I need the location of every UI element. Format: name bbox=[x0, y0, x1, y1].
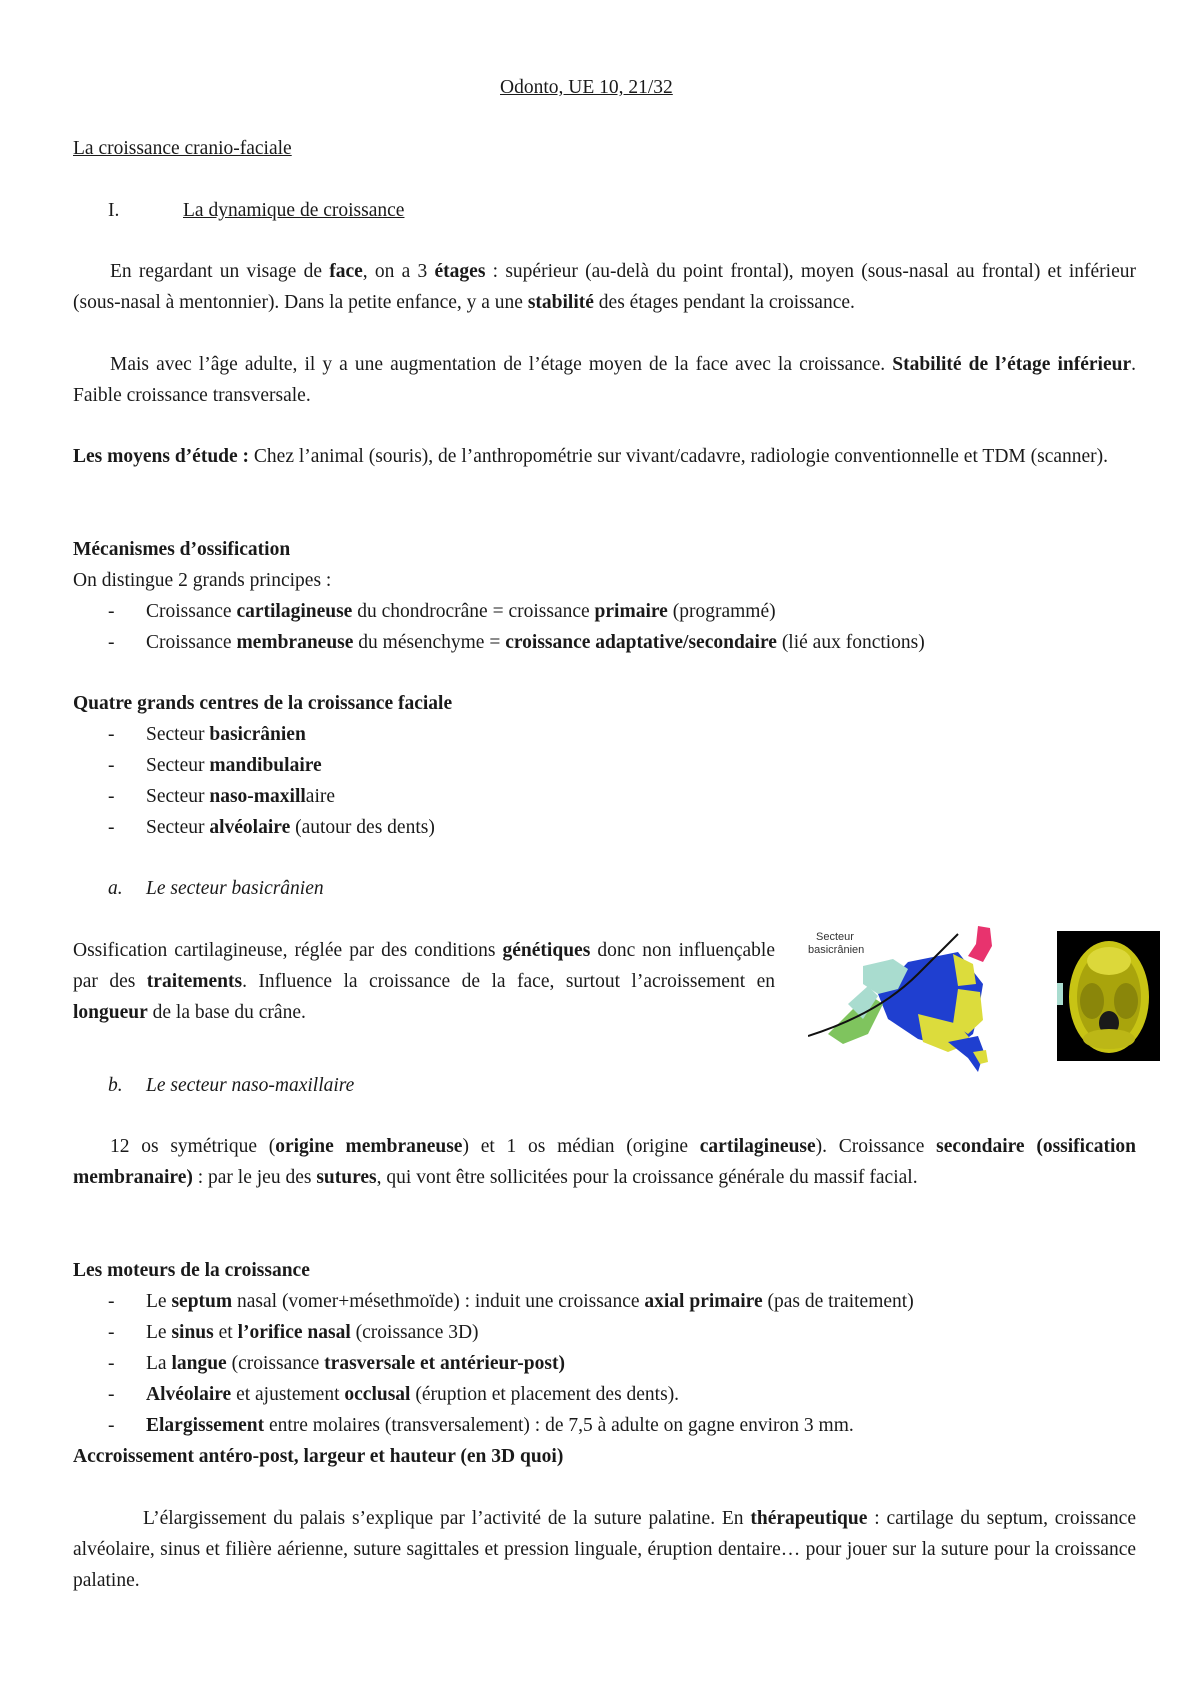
list-item bbox=[146, 1379, 679, 1410]
text-run: (programmé) bbox=[667, 601, 776, 622]
text-run: En regardant un visage de bbox=[110, 261, 330, 282]
text-run: Secteur bbox=[146, 755, 210, 776]
text-run: (pas de traitement) bbox=[762, 1291, 914, 1312]
text-run: (croissance 3D) bbox=[350, 1322, 479, 1343]
text-run: Le bbox=[146, 1322, 172, 1343]
skull-base-scan-image bbox=[1057, 931, 1160, 1061]
bold-text-run: étages bbox=[434, 261, 486, 282]
bullet-dash: - bbox=[108, 1353, 115, 1374]
text-run: La bbox=[146, 1353, 172, 1374]
text-run: , qui vont être sollicitées pour la croissance générale du massif facial. bbox=[376, 1167, 918, 1188]
bullet-dash: - bbox=[108, 724, 115, 745]
subsection-a-label: a. bbox=[108, 878, 123, 899]
diagram-pink-region bbox=[968, 926, 992, 962]
basicranien-diagram bbox=[808, 924, 1018, 1076]
ossification-heading: Mécanismes d’ossification bbox=[73, 539, 291, 560]
bold-text-run: traitements bbox=[146, 971, 243, 992]
text-run: . Influence la croissance de la face, surtout l’acroissement en bbox=[242, 971, 775, 992]
text-run: Le bbox=[146, 1291, 172, 1312]
text-run: des étages pendant la croissance. bbox=[593, 292, 855, 313]
subsection-a-title: Le secteur basicrânien bbox=[146, 878, 324, 899]
text-run: , on a 3 bbox=[362, 261, 435, 282]
list-item bbox=[146, 1286, 914, 1317]
accroissement-heading: Accroissement antéro-post, largeur et hauteur (en 3D quoi) bbox=[73, 1446, 564, 1467]
text-run: 12 os symétrique ( bbox=[110, 1136, 276, 1157]
text-run: du mésenchyme = bbox=[353, 632, 506, 653]
naso-maxillaire-paragraph bbox=[73, 1131, 1136, 1193]
bold-text-run: Les moyens d’étude : bbox=[73, 446, 254, 467]
bold-text-run: longueur bbox=[73, 1002, 148, 1023]
text-run: et bbox=[213, 1322, 238, 1343]
bold-text-run: septum bbox=[171, 1291, 233, 1312]
section-number: I. bbox=[108, 200, 120, 221]
conclusion-paragraph bbox=[73, 1503, 1136, 1596]
centres-heading: Quatre grands centres de la croissance faciale bbox=[73, 693, 453, 714]
bold-text-run: Stabilité de l’étage inférieur bbox=[892, 354, 1132, 375]
bold-text-run: secondaire (ossification membranaire) bbox=[73, 1136, 1136, 1188]
text-run: Mais avec l’âge adulte, il y a une augmentation de l’étage moyen de la face avec la croissance. bbox=[110, 354, 893, 375]
bullet-dash: - bbox=[108, 755, 115, 776]
bold-text-run: langue bbox=[171, 1353, 227, 1374]
bold-text-run: Elargissement bbox=[146, 1415, 265, 1436]
section-title: La dynamique de croissance bbox=[183, 200, 405, 221]
text-run: du chondrocrâne = croissance bbox=[352, 601, 595, 622]
text-run: : supérieur (au-delà du point frontal), moyen (sous-nasal au frontal) et inférieur (sous-nasal à mentonnier). Dans la petite enfance, y a une bbox=[73, 261, 1136, 313]
diagram-label-line1: Secteur bbox=[816, 931, 854, 943]
text-run: : par le jeu des bbox=[192, 1167, 317, 1188]
text-run: Ossification cartilagineuse, réglée par des conditions bbox=[73, 940, 503, 961]
text-run: Croissance bbox=[146, 601, 237, 622]
skull-posterior-fossa bbox=[1083, 1029, 1135, 1049]
text-run: : cartilage du septum, croissance alvéolaire, sinus et filière aérienne, suture sagittales et pression linguale, éruption dentaire… pour jouer sur la suture pour la croissance palatine. bbox=[73, 1508, 1136, 1591]
bold-text-run: alvéolaire bbox=[209, 817, 291, 838]
text-run: Chez l’animal (souris), de l’anthropométrie sur vivant/cadavre, radiologie conventionnelle et TDM (scanner). bbox=[253, 446, 1109, 467]
list-item bbox=[146, 750, 322, 781]
list-item bbox=[146, 781, 335, 812]
subsection-b-title: Le secteur naso-maxillaire bbox=[146, 1075, 355, 1096]
text-run: (croissance bbox=[226, 1353, 325, 1374]
bullet-dash: - bbox=[108, 817, 115, 838]
moteurs-heading: Les moteurs de la croissance bbox=[73, 1260, 310, 1281]
text-run: . Faible croissance transversale. bbox=[73, 354, 1136, 406]
bold-text-run: axial primaire bbox=[644, 1291, 763, 1312]
bold-text-run: naso-maxill bbox=[209, 786, 306, 807]
bold-text-run: primaire bbox=[594, 601, 668, 622]
bullet-dash: - bbox=[108, 786, 115, 807]
bold-text-run: l’orifice nasal bbox=[237, 1322, 351, 1343]
subsection-b-label: b. bbox=[108, 1075, 123, 1096]
basicranien-paragraph bbox=[73, 935, 775, 1028]
list-item bbox=[146, 719, 306, 750]
text-run: L’élargissement du palais s’explique par l’activité de la suture palatine. En bbox=[143, 1508, 751, 1529]
text-run: (éruption et placement des dents). bbox=[410, 1384, 680, 1405]
text-run: (lié aux fonctions) bbox=[776, 632, 925, 653]
list-item bbox=[146, 627, 925, 658]
bold-text-run: basicrânien bbox=[209, 724, 306, 745]
intro-paragraph-1 bbox=[73, 256, 1136, 318]
bullet-dash: - bbox=[108, 1415, 115, 1436]
skull-middle-fossa-right bbox=[1114, 983, 1138, 1019]
text-run: Secteur bbox=[146, 724, 210, 745]
ossification-intro: On distingue 2 grands principes : bbox=[73, 570, 332, 591]
bold-text-run: sutures bbox=[316, 1167, 377, 1188]
text-run: donc non influençable par des bbox=[73, 940, 775, 992]
intro-paragraph-2 bbox=[73, 349, 1136, 411]
bold-text-run: occlusal bbox=[344, 1384, 411, 1405]
bullet-dash: - bbox=[108, 601, 115, 622]
bold-text-run: membraneuse bbox=[236, 632, 354, 653]
bullet-dash: - bbox=[108, 1322, 115, 1343]
text-run: Secteur bbox=[146, 786, 210, 807]
list-item bbox=[146, 1410, 854, 1441]
bold-text-run: origine membraneuse bbox=[275, 1136, 463, 1157]
bullet-dash: - bbox=[108, 1384, 115, 1405]
bold-text-run: cartilagineuse bbox=[236, 601, 353, 622]
text-run: Secteur bbox=[146, 817, 210, 838]
bold-text-run: thérapeutique bbox=[750, 1508, 868, 1529]
list-item bbox=[146, 1317, 479, 1348]
skull-middle-fossa-left bbox=[1080, 983, 1104, 1019]
bold-text-run: sinus bbox=[171, 1322, 214, 1343]
text-run: et ajustement bbox=[231, 1384, 345, 1405]
bullet-dash: - bbox=[108, 632, 115, 653]
text-run: aire bbox=[305, 786, 336, 807]
text-run: entre molaires (transversalement) : de 7,5 à adulte on gagne environ 3 mm. bbox=[264, 1415, 854, 1436]
list-item bbox=[146, 1348, 565, 1379]
text-run: ). Croissance bbox=[815, 1136, 937, 1157]
bold-text-run: face bbox=[329, 261, 363, 282]
course-title: La croissance cranio-faciale bbox=[73, 138, 292, 159]
diagram-label-line2: basicrânien bbox=[808, 944, 865, 956]
bullet-dash: - bbox=[108, 1291, 115, 1312]
bold-text-run: cartilagineuse bbox=[699, 1136, 816, 1157]
text-run: (autour des dents) bbox=[290, 817, 435, 838]
bold-text-run: stabilité bbox=[527, 292, 594, 313]
text-run: Croissance bbox=[146, 632, 237, 653]
moyens-paragraph bbox=[73, 441, 1136, 472]
bold-text-run: croissance adaptative/secondaire bbox=[505, 632, 777, 653]
text-run: de la base du crâne. bbox=[147, 1002, 306, 1023]
text-run: nasal (vomer+mésethmoïde) : induit une croissance bbox=[232, 1291, 645, 1312]
page-header-title: Odonto, UE 10, 21/32 bbox=[500, 77, 673, 98]
text-run: ) et 1 os médian (origine bbox=[462, 1136, 700, 1157]
skull-anterior-fossa bbox=[1087, 947, 1131, 975]
bold-text-run: mandibulaire bbox=[209, 755, 322, 776]
bold-text-run: trasversale et antérieur-post) bbox=[324, 1353, 565, 1374]
bold-text-run: Alvéolaire bbox=[146, 1384, 232, 1405]
scan-cyan-marker bbox=[1057, 983, 1063, 1005]
list-item bbox=[146, 812, 435, 843]
list-item bbox=[146, 596, 776, 627]
bold-text-run: génétiques bbox=[502, 940, 591, 961]
